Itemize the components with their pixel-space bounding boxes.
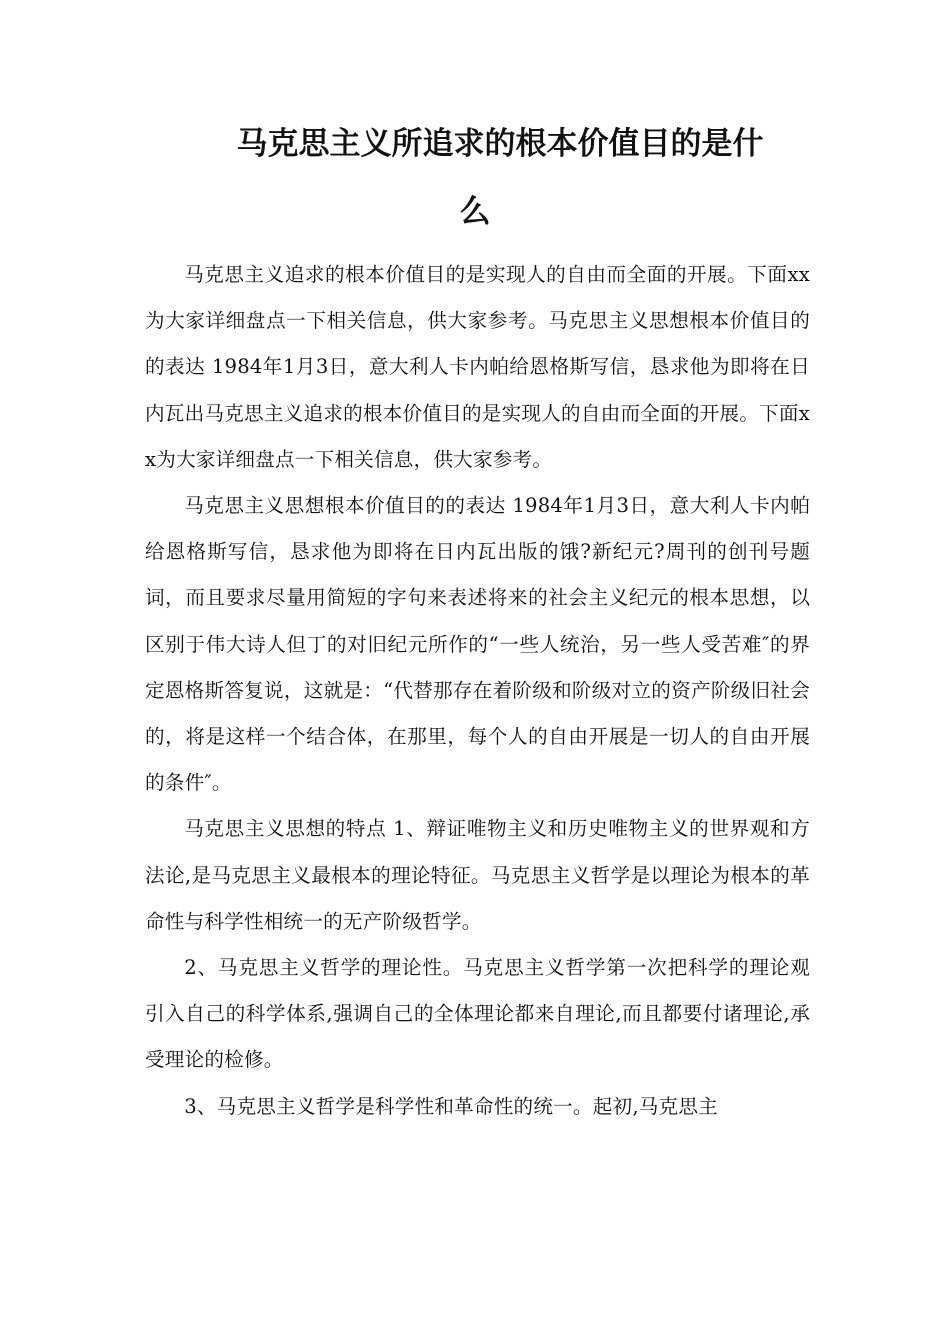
document-body: [145, 252, 810, 1130]
document-title-line-1: 马克思主义所追求的根本价值目的是什: [236, 126, 764, 162]
paragraph-4: 2、马克思主义哲学的理论性。马克思主义哲学第一次把科学的理论观引入自己的科学体系,强调自己的全体理论都来自理论,而且都要付诸理论,承受理论的检修。: [145, 956, 810, 1072]
paragraph-3: 马克思主义思想的特点 1、辩证唯物主义和历史唯物主义的世界观和方法论,是马克思主义最根本的理论特征。马克思主义哲学是以理论为根本的革命性与科学性相统一的无产阶级哲学。: [145, 817, 810, 933]
paragraph-2: 马克思主义思想根本价值目的的表达 1984年1月3日，意大利人卡内帕给恩格斯写信，恳求他为即将在日内瓦出版的饿?新纪元?周刊的创刊号题词，而且要求尽量用简短的字句来表述将来的社会主义纪元的根本思想，以区别于伟大诗人但丁的对旧纪元所作的“一些人统治，另一些人受苦难″的界定恩格斯答复说，这就是：“代替那存在着阶级和阶级对立的资产阶级旧社会的，将是这样一个结合体，在那里，每个人的自由开展是一切人的自由开展的条件″。: [145, 494, 810, 795]
document-title-line-2: 么: [459, 194, 491, 230]
paragraph-5: 3、马克思主义哲学是科学性和革命性的统一。起初,马克思主: [184, 1094, 718, 1118]
paragraph-1: 马克思主义追求的根本价值目的是实现人的自由而全面的开展。下面xx为大家详细盘点一下相关信息，供大家参考。马克思主义思想根本价值目的的表达 1984年1月3日，意大利人卡内帕给恩格斯写信，恳求他为即将在日内瓦出马克思主义追求的根本价值目的是实现人的自由而全面的开展。下面xx为大家详细盘点一下相关信息，供大家参考。: [145, 263, 810, 471]
